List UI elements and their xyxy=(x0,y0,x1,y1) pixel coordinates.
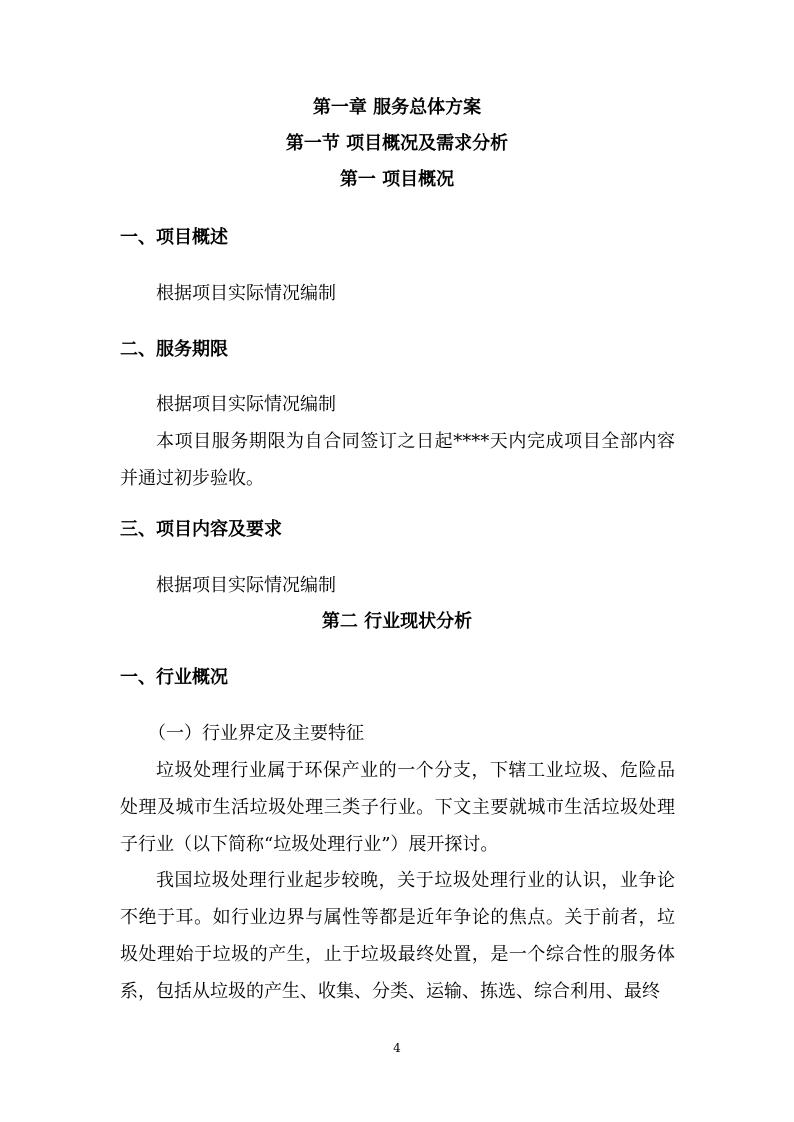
body-service-period: 根据项目实际情况编制 xyxy=(156,394,336,415)
page-number: 4 xyxy=(393,1041,401,1055)
subsection-title-project-overview: 第一 项目概况 xyxy=(339,169,455,190)
body-project-content: 根据项目实际情况编制 xyxy=(156,575,336,596)
heading-project-summary: 一、项目概述 xyxy=(120,227,228,248)
chapter-title: 第一章 服务总体方案 xyxy=(312,97,482,118)
heading-industry-overview: 一、行业概况 xyxy=(120,667,228,688)
paragraph-industry-definition: 垃圾处理行业属于环保产业的一个分支，下辖工业垃圾、危险品处理及城市生活垃圾处理三类子行业。下文主要就城市生活垃圾处理子行业（以下简称“垃圾处理行业”）展开探讨。 xyxy=(120,760,675,855)
section-title: 第一节 项目概况及需求分析 xyxy=(285,133,509,154)
sub-heading-industry-definition: （一）行业界定及主要特征 xyxy=(148,723,364,744)
paragraph-industry-history: 我国垃圾处理行业起步较晚，关于垃圾处理行业的认识，业争论不绝于耳。如行业边界与属性等都是近年争论的焦点。关于前者，垃圾处理始于垃圾的产生，止于垃圾最终处置，是一个综合性的服务体系，包括从垃圾的产生、收集、分类、运输、拣选、综合利用、最终 xyxy=(120,870,675,1002)
paragraph-service-period: 本项目服务期限为自合同签订之日起****天内完成项目全部内容并通过初步验收。 xyxy=(120,431,675,489)
heading-service-period: 二、服务期限 xyxy=(120,339,228,360)
subsection-title-industry-analysis: 第二 行业现状分析 xyxy=(321,611,473,632)
heading-project-content: 三、项目内容及要求 xyxy=(120,519,282,540)
body-project-summary: 根据项目实际情况编制 xyxy=(156,283,336,304)
